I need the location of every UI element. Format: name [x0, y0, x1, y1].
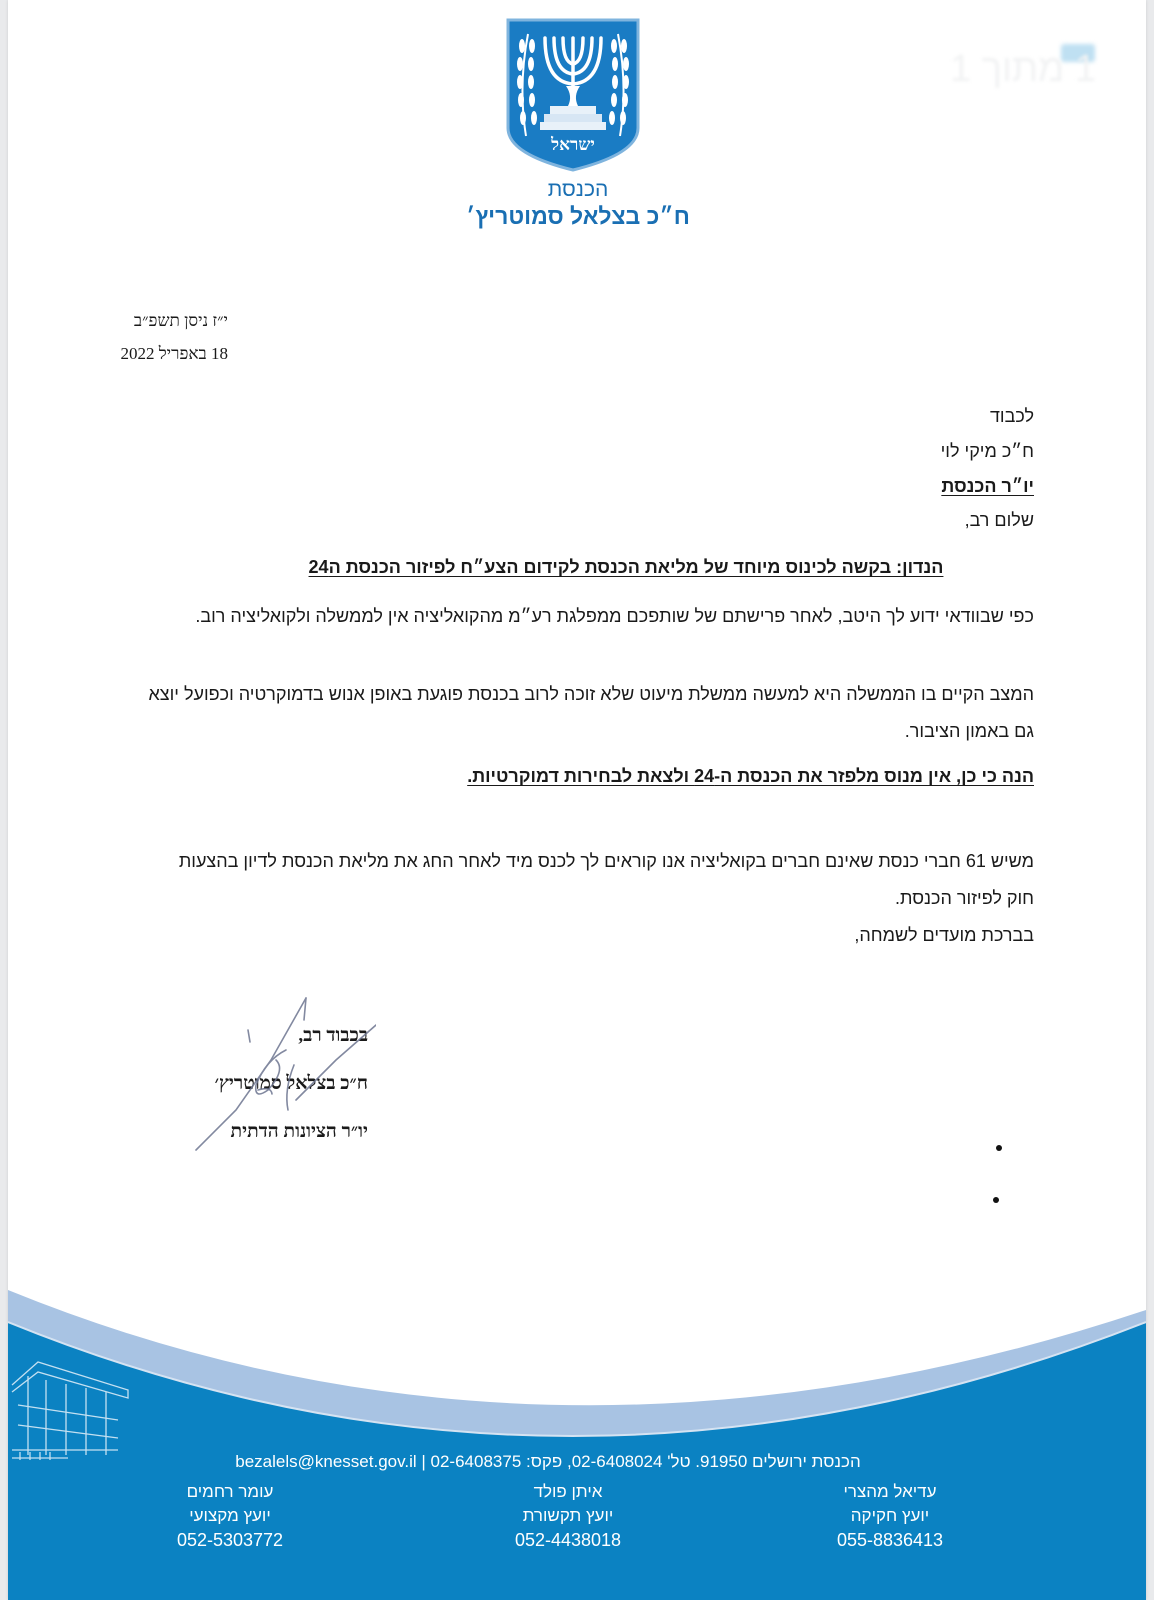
- addressee-block: [941, 399, 1034, 504]
- footer-wave-banner: [8, 1280, 1146, 1600]
- bullet-point: [996, 1145, 1002, 1151]
- addressee-title: יו״ר הכנסת: [941, 476, 1034, 496]
- staff-phone: 052-5303772: [176, 1530, 284, 1550]
- staff-phone: 055-8836413: [836, 1530, 944, 1550]
- page-counter: 1 מתוך 1: [950, 48, 1096, 90]
- svg-text:ישראל: ישראל: [551, 135, 595, 154]
- handwritten-signature-icon: [176, 990, 376, 1160]
- letter-page: [8, 0, 1146, 1600]
- signature-regards: בכבוד רב,: [298, 1025, 368, 1046]
- paragraph-2: המצב הקיים בו הממשלה היא למעשה ממשלת מיעוט שלא זוכה לרוב בכנסת פוגעת באופן אנוש בדמוקרטיה וכפועל יוצא גם באמון הציבור.: [148, 684, 1034, 741]
- member-name: ח״כ בצלאל סמוטריץ׳: [466, 203, 690, 229]
- staff-name: עומר רחמים: [186, 1482, 274, 1501]
- institution-name: הכנסת: [547, 178, 609, 201]
- staff-member: [790, 1480, 990, 1552]
- bullet-point: [993, 1197, 999, 1203]
- date-block: [68, 304, 228, 370]
- addressee-name: ח״כ מיקי לוי: [940, 441, 1034, 461]
- gregorian-date: 18 באפריל 2022: [120, 344, 228, 363]
- greeting: שלום רב,: [964, 510, 1034, 530]
- footer-contact-line: הכנסת ירושלים 91950. טל' 02-6408024, פקס: 02-6408375 | bezalels@knesset.gov.il: [235, 1452, 861, 1471]
- staff-name: איתן פולד: [533, 1482, 603, 1501]
- paragraph-3-emphasis: הנה כי כן, אין מנוס מלפזר את הכנסת ה-24 ולצאת לבחירות דמוקרטיות.: [467, 766, 1034, 786]
- subject-line: הנדון: בקשה לכינוס מיוחד של מליאת הכנסת לקידום הצע״ח לפיזור הכנסת ה24: [308, 557, 944, 577]
- staff-phone: 052-4438018: [514, 1530, 622, 1550]
- paragraph-4: משיש 61 חברי כנסת שאינם חברים בקואליציה אנו קוראים לך לכנס מיד לאחר החג את מליאת הכנסת לדיון בהצעות חוק לפיזור הכנסת.: [178, 851, 1034, 908]
- signature-name: ח״כ בצלאל סמוטריץ׳: [214, 1073, 368, 1094]
- staff-member: [468, 1480, 668, 1552]
- salutation-to: לכבוד: [989, 406, 1034, 426]
- state-of-israel-emblem-icon: [504, 16, 642, 174]
- paragraph-1: כפי שבוודאי ידוע לך היטב, לאחר פרישתם של שותפכם ממפלגת רע״מ מהקואליציה אין לממשלה ולקואליציה רוב.: [195, 606, 1034, 626]
- staff-role: יועץ חקיקה: [850, 1506, 930, 1525]
- closing-line: בברכת מועדים לשמחה,: [854, 925, 1034, 945]
- signature-role: יו״ר הציונות הדתית: [230, 1121, 368, 1142]
- staff-role: יועץ תקשורת: [522, 1506, 614, 1525]
- staff-name: עדיאל מהצרי: [843, 1482, 937, 1501]
- hebrew-date: י״ז ניסן תשפ״ב: [133, 311, 228, 330]
- staff-member: [130, 1480, 330, 1552]
- staff-role: יועץ מקצועי: [189, 1506, 271, 1525]
